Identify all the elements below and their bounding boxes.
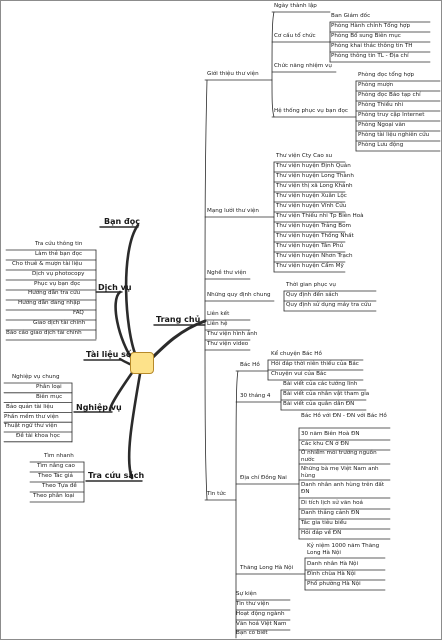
node-dia-chi-item[interactable]: 30 năm Biên Hoà ĐN bbox=[301, 431, 360, 437]
node-he-thong-item[interactable]: Phòng mượn bbox=[358, 82, 394, 88]
connector-curve bbox=[129, 374, 140, 478]
node-hinh-anh[interactable]: Thư viện hình ảnh bbox=[207, 331, 258, 337]
node-quy-dinh-item[interactable]: Thời gian phục vụ bbox=[286, 282, 336, 288]
node-dich-vu-item[interactable]: Giao dịch tài chính bbox=[33, 320, 86, 326]
node-he-thong-item[interactable]: Phòng truy cập Internet bbox=[358, 112, 425, 118]
node-tra-cuu-item[interactable]: Theo phân loại bbox=[33, 493, 75, 499]
node-van-hoa[interactable]: Văn hoá Việt Nam bbox=[236, 621, 287, 627]
node-dich-vu-item[interactable]: Cho thuê & mượn tài liệu bbox=[12, 261, 83, 267]
node-he-thong-item[interactable]: Phòng tài liệu nghiên cứu bbox=[358, 132, 430, 138]
node-co-cau[interactable]: Cơ cấu tổ chức bbox=[274, 33, 316, 39]
central-node[interactable] bbox=[130, 352, 154, 374]
node-quy-dinh-item[interactable]: Quy định sử dụng máy tra cứu bbox=[286, 302, 372, 308]
node-bac-ho-item[interactable]: Hỏi đáp thời niên thiếu của Bác bbox=[271, 361, 359, 367]
branch-tra-cuu-sach[interactable]: Tra cứu sách bbox=[88, 471, 145, 480]
node-mang-luoi-item[interactable]: Thư viện Cty Cao su bbox=[276, 153, 333, 159]
node-he-thong-item[interactable]: Phòng Thiếu nhi bbox=[358, 102, 404, 108]
node-dia-chi-item[interactable]: Ô nhiễm môi trường nguồn nước bbox=[301, 450, 377, 463]
node-hoat-dong[interactable]: Hoạt động ngành bbox=[236, 611, 285, 617]
connector-curve bbox=[236, 371, 238, 500]
node-bac-ho-item[interactable]: Chuyện vui của Bác bbox=[271, 371, 327, 377]
connector-curve bbox=[205, 80, 207, 323]
node-bac-ho-item[interactable]: Kể chuyện Bác Hồ bbox=[271, 351, 322, 357]
node-mang-luoi-item[interactable]: Thư viện Thiếu nhi Tp Biên Hoà bbox=[276, 213, 364, 219]
node-co-cau-item[interactable]: Phòng Bổ sung Biên mục bbox=[331, 33, 401, 39]
node-dich-vu-item[interactable]: Hướng dẫn đăng nhập bbox=[18, 300, 81, 306]
node-thang-long-item[interactable]: Đình chùa Hà Nội bbox=[307, 571, 356, 577]
node-30-thang-4-item[interactable]: Bài viết của nhân vật tham gia bbox=[283, 391, 370, 397]
node-dia-chi-item[interactable]: Các khu CN ở ĐN bbox=[301, 441, 349, 447]
node-tra-cuu-item[interactable]: Tìm nâng cao bbox=[37, 463, 75, 469]
node-nghiep-vu-item[interactable]: Phần mềm thư viện bbox=[4, 414, 59, 420]
node-nghiep-vu-item[interactable]: Biên mục bbox=[36, 394, 63, 400]
node-gioi-thieu[interactable]: Giới thiệu thư viện bbox=[207, 71, 259, 77]
node-dia-chi-item[interactable]: Hỏi đáp về ĐN bbox=[301, 530, 342, 536]
node-tin-tuc[interactable]: Tin tức bbox=[207, 491, 226, 497]
node-30-thang-4-item[interactable]: Bài viết của quân dân ĐN bbox=[283, 401, 355, 407]
branch-ban-doc[interactable]: Bạn đọc bbox=[104, 217, 140, 226]
node-mang-luoi-item[interactable]: Thư viện huyện Long Thành bbox=[276, 173, 354, 179]
node-nghiep-vu-item[interactable]: Đề tài khoa học bbox=[16, 433, 60, 439]
node-dich-vu-item[interactable]: Tra cứu thông tin bbox=[35, 241, 83, 247]
node-nghe-thu-vien[interactable]: Nghề thư viện bbox=[207, 270, 247, 276]
node-nghiep-vu-item[interactable]: Phân loại bbox=[36, 384, 62, 390]
node-mang-luoi-item[interactable]: Thư viện huyện Cẩm Mỹ bbox=[276, 263, 344, 269]
branch-trang-chu[interactable]: Trang chủ bbox=[156, 315, 201, 324]
node-thang-long-item[interactable]: Phố phường Hà Nội bbox=[307, 581, 361, 587]
node-co-cau-item[interactable]: Ban Giám đốc bbox=[331, 13, 371, 19]
node-dia-chi-item[interactable]: Danh nhân anh hùng trên đất ĐN bbox=[301, 482, 385, 495]
node-quy-dinh-item[interactable]: Quy định đến sách bbox=[286, 292, 339, 298]
node-nghiep-vu-item[interactable]: Thuật ngữ thư viện bbox=[4, 423, 58, 429]
node-su-kien[interactable]: Sự kiện bbox=[236, 591, 257, 597]
node-nghiep-vu-item[interactable]: Bảo quản tài liệu bbox=[6, 404, 54, 410]
node-dich-vu-item[interactable]: Phục vụ bạn đọc bbox=[34, 281, 81, 287]
node-dia-chi-item[interactable]: Bác Hồ với ĐN - ĐN với Bác Hồ bbox=[301, 413, 387, 419]
node-dich-vu-item[interactable]: Hướng dẫn tra cứu bbox=[28, 290, 81, 296]
node-ngay-thanh-lap[interactable]: Ngày thành lập bbox=[274, 3, 317, 9]
connector-curve bbox=[205, 323, 207, 500]
branch-dich-vu[interactable]: Dịch vụ bbox=[98, 283, 132, 292]
node-tin-thu-vien[interactable]: Tin thư viện bbox=[236, 601, 270, 607]
node-ban-co-biet[interactable]: Bạn có biết bbox=[236, 630, 268, 636]
node-lien-he[interactable]: Liên hệ bbox=[207, 321, 228, 327]
node-dich-vu-item[interactable]: FAQ bbox=[73, 310, 84, 316]
node-mang-luoi-item[interactable]: Thư viện huyện Xuân Lộc bbox=[276, 193, 347, 199]
node-dia-chi-item[interactable]: Tác gia tiêu biểu bbox=[301, 520, 347, 526]
node-co-cau-item[interactable]: Phòng Hành chính Tổng hợp bbox=[331, 23, 410, 29]
node-mang-luoi-item[interactable]: Thư viện huyện Trảng Bom bbox=[276, 223, 351, 229]
node-tra-cuu-item[interactable]: Theo Tựa đề bbox=[42, 483, 77, 489]
branch-nghiep-vu[interactable]: Nghiệp vụ bbox=[76, 403, 122, 412]
node-30-thang-4-item[interactable]: Bài viết của các tướng lĩnh bbox=[283, 381, 358, 387]
node-dich-vu-item[interactable]: Dịch vụ photocopy bbox=[32, 271, 85, 277]
node-dia-chi-item[interactable]: Những bà mẹ Việt Nam anh hùng bbox=[301, 466, 379, 479]
node-30-thang-4[interactable]: 30 tháng 4 bbox=[240, 393, 271, 399]
node-he-thong-item[interactable]: Phòng đọc tổng hợp bbox=[358, 72, 415, 78]
node-thang-long[interactable]: Thăng Long Hà Nội bbox=[240, 565, 294, 571]
branch-tai-lieu-so[interactable]: Tài liệu số bbox=[86, 350, 132, 359]
node-mang-luoi[interactable]: Mạng lưới thư viện bbox=[207, 208, 259, 214]
node-co-cau-item[interactable]: Phòng khai thác thông tin TH bbox=[331, 43, 413, 49]
node-dia-chi-item[interactable]: Danh thắng cảnh ĐN bbox=[301, 510, 360, 516]
connector-curve bbox=[150, 321, 205, 360]
node-bac-ho[interactable]: Bác Hồ bbox=[240, 362, 260, 368]
node-dich-vu-item[interactable]: Báo cáo giao dịch tài chính bbox=[6, 330, 82, 336]
node-dich-vu-item[interactable]: Làm thẻ bạn đọc bbox=[35, 251, 83, 257]
node-he-thong-item[interactable]: Phòng Ngoại văn bbox=[358, 122, 406, 128]
node-nghiep-vu-item[interactable]: Nghiệp vụ chung bbox=[12, 374, 60, 380]
node-thang-long-item[interactable]: Kỷ niệm 1000 năm Thăng Long Hà Nội bbox=[307, 543, 380, 556]
node-chuc-nang[interactable]: Chức năng nhiệm vụ bbox=[274, 63, 332, 69]
node-he-thong[interactable]: Hệ thống phục vụ bạn đọc bbox=[274, 108, 348, 114]
node-mang-luoi-item[interactable]: Thư viện huyện Định Quán bbox=[276, 163, 351, 169]
node-thang-long-item[interactable]: Danh nhân Hà Nội bbox=[307, 561, 359, 567]
node-quy-dinh[interactable]: Những quy định chung bbox=[207, 292, 271, 298]
node-mang-luoi-item[interactable]: Thư viện huyện Tân Phú bbox=[276, 243, 344, 249]
node-mang-luoi-item[interactable]: Thư viện huyện Nhơn Trạch bbox=[276, 253, 353, 259]
node-video[interactable]: Thư viện video bbox=[207, 341, 249, 347]
node-tra-cuu-item[interactable]: Theo Tác giả bbox=[38, 473, 73, 479]
node-he-thong-item[interactable]: Phòng đọc Báo tạp chí bbox=[358, 92, 421, 98]
node-dia-chi[interactable]: Địa chí Đồng Nai bbox=[240, 475, 287, 481]
node-he-thong-item[interactable]: Phòng Lưu động bbox=[358, 142, 404, 148]
node-lien-ket[interactable]: Liên kết bbox=[207, 311, 230, 317]
node-mang-luoi-item[interactable]: Thư viện huyện Vĩnh Cửu bbox=[276, 203, 347, 209]
node-mang-luoi-item[interactable]: Thư viện huyện Thống Nhất bbox=[276, 233, 354, 239]
node-co-cau-item[interactable]: Phòng thông tin TL - Địa chí bbox=[331, 53, 409, 59]
node-tra-cuu-item[interactable]: Tìm nhanh bbox=[44, 453, 74, 459]
node-dia-chi-item[interactable]: Di tích lịch sử văn hoá bbox=[301, 500, 363, 506]
node-mang-luoi-item[interactable]: Thư viện thị xã Long Khánh bbox=[276, 183, 353, 189]
